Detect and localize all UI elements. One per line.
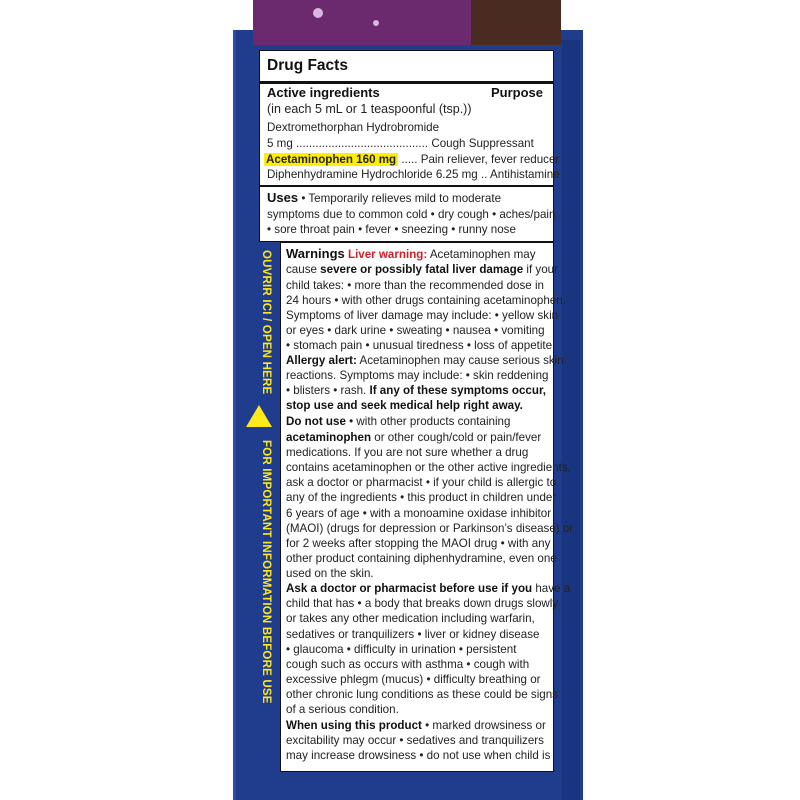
warning-line: 24 hours • with other drugs containing acetaminophen. <box>286 294 566 307</box>
uses-line: • sore throat pain • fever • sneezing • runny nose <box>267 223 516 236</box>
highlighted-ingredient: Acetaminophen 160 mg <box>266 153 397 166</box>
warning-line: 6 years of age • with a monoamine oxidase inhibitor <box>286 507 552 520</box>
warnings-panel <box>280 242 574 772</box>
warning-line: any of the ingredients • this product in children under <box>286 491 557 504</box>
warning-line: sedatives or tranquilizers • liver or kidney disease <box>286 628 540 641</box>
warning-line: • glaucoma • difficulty in urination • persistent <box>286 643 517 656</box>
warning-line: reactions. Symptoms may include: • skin reddening <box>286 369 549 382</box>
warning-line: When using this product • marked drowsiness or <box>286 719 546 732</box>
warning-line: (MAOI) (drugs for depression or Parkinson’s disease) or <box>286 522 574 535</box>
warning-line: contains acetaminophen or the other active ingredients, <box>286 461 571 474</box>
warning-line: acetaminophen or other cough/cold or pain/fever <box>286 431 542 444</box>
drug-facts-panel <box>259 50 560 242</box>
warning-line: for 2 weeks after stopping the MAOI drug • with any <box>286 537 551 550</box>
open-here-side <box>244 250 274 704</box>
open-here-text: OUVRIR ICI / OPEN HERE <box>260 250 272 395</box>
brown-band <box>471 0 561 45</box>
warning-line: ask a doctor or pharmacist • if your child is allergic to <box>286 476 557 489</box>
ingredient-row-highlighted: Acetaminophen 160 mg ..... Pain reliever, fever reducer <box>266 153 560 166</box>
warning-line: Ask a doctor or pharmacist before use if you have a <box>286 582 571 595</box>
warning-line: of a serious condition. <box>286 703 399 716</box>
warning-line: medications. If you are not sure whether a drug <box>286 446 529 459</box>
per-dose-note: (in each 5 mL or 1 teaspoonful (tsp.)) <box>267 102 472 116</box>
warning-line: • blisters • rash. If any of these symptoms occur, <box>286 384 547 397</box>
ask-doctor-label: Ask a doctor or pharmacist before use if you <box>286 582 533 595</box>
warning-line: other chronic lung conditions as these could be signs <box>286 688 558 701</box>
active-ingredients-heading: Active ingredients <box>267 85 380 100</box>
important-info-text: FOR IMPORTANT INFORMATION BEFORE USE <box>260 440 272 704</box>
warning-line: cough such as occurs with asthma • cough with <box>286 658 530 671</box>
warning-line: or eyes • dark urine • sweating • nausea • vomiting <box>286 324 545 337</box>
uses-line: Uses • Temporarily relieves mild to moderate <box>267 190 502 205</box>
warning-line: excessive phlegm (mucus) • difficulty breathing or <box>286 673 541 686</box>
decor-dot <box>373 20 379 26</box>
ingredient-name: Dextromethorphan Hydrobromide <box>267 121 440 134</box>
warning-line: Do not use • with other products containing <box>286 415 511 428</box>
purpose-heading: Purpose <box>490 85 543 100</box>
warning-line: Allergy alert: Acetaminophen may cause serious skin <box>286 354 564 367</box>
warning-line: child takes: • more than the recommended dose in <box>286 279 544 292</box>
allergy-alert-label: Allergy alert: <box>286 354 357 367</box>
uses-line: symptoms due to common cold • dry cough • aches/pain <box>267 208 556 221</box>
when-using-label: When using this product <box>286 719 422 732</box>
divider <box>260 185 553 187</box>
warning-line: other product containing diphenhydramine, even one <box>286 552 557 565</box>
liver-warning-label: Liver warning: <box>347 248 428 261</box>
do-not-use-label: Do not use <box>286 415 346 428</box>
carton-edge <box>562 40 580 800</box>
warning-line: may increase drowsiness • do not use when child is <box>286 749 551 762</box>
divider <box>260 81 553 84</box>
warning-line: cause severe or possibly fatal liver damage if your <box>286 263 558 276</box>
ingredient-row: Diphenhydramine Hydrochloride 6.25 mg .. Antihistamine <box>267 168 560 181</box>
warning-line: Warnings Liver warning: Acetaminophen may <box>286 246 536 261</box>
warning-line: • stomach pain • unusual tiredness • loss of appetite. <box>286 339 556 352</box>
warning-line: used on the skin. <box>286 567 374 580</box>
ingredient-dose: 5 mg ......................................... Cough Suppressant <box>267 137 534 150</box>
warning-line: excitability may occur • sedatives and tranquilizers <box>286 734 544 747</box>
drug-facts-title: Drug Facts <box>267 57 348 74</box>
warning-line: or takes any other medication including warfarin, <box>286 612 535 625</box>
warning-line: Symptoms of liver damage may include: • yellow skin <box>286 309 559 322</box>
warning-line: child that has • a body that breaks down drugs slowly <box>286 597 559 610</box>
uses-heading: Uses <box>267 190 299 205</box>
warning-line: stop use and seek medical help right away. <box>286 399 523 412</box>
carton-top-artwork <box>253 0 561 45</box>
warnings-heading: Warnings <box>286 246 345 261</box>
decor-dot <box>313 8 323 18</box>
